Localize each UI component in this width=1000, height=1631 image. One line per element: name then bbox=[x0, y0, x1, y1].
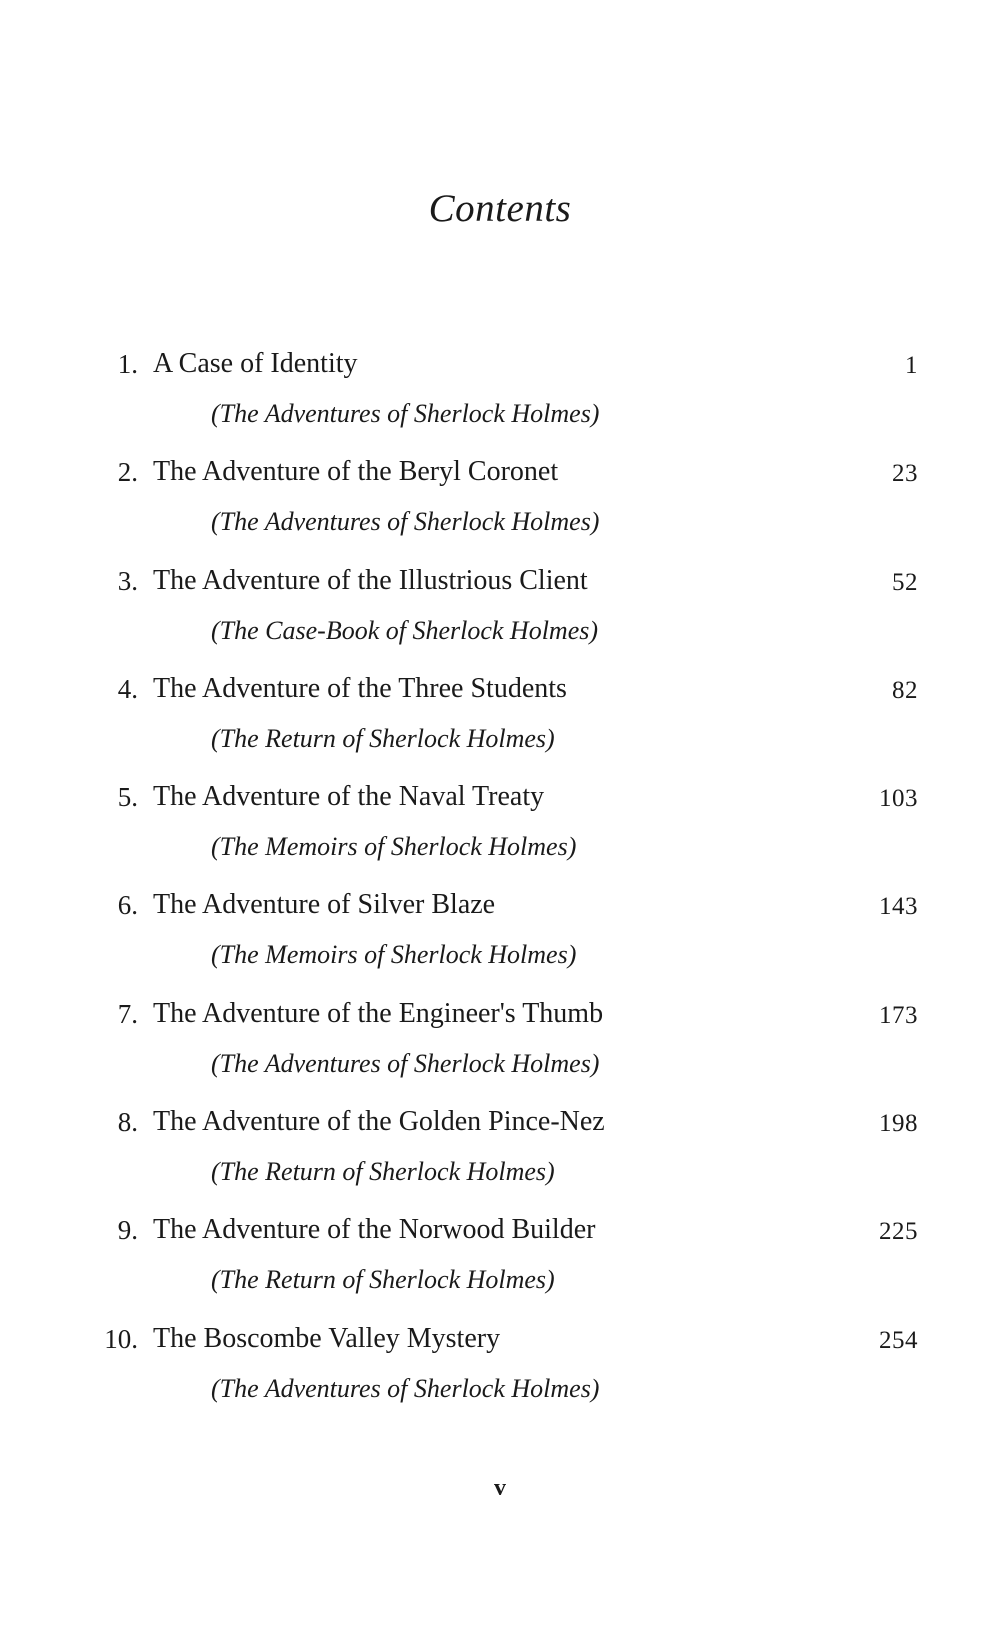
entry-source-collection: (The Case-Book of Sherlock Holmes) bbox=[211, 615, 599, 645]
entry-page-number: 254 bbox=[879, 1326, 918, 1354]
toc-entry[interactable] bbox=[0, 1321, 1000, 1429]
toc-entry[interactable] bbox=[0, 1212, 1000, 1320]
toc-entry[interactable] bbox=[0, 996, 1000, 1104]
entry-title[interactable]: The Adventure of Silver Blaze bbox=[153, 889, 496, 921]
entry-source-collection: (The Adventures of Sherlock Holmes) bbox=[211, 507, 600, 537]
entry-page-number: 143 bbox=[879, 893, 918, 921]
entry-title[interactable]: The Adventure of the Golden Pince-Nez bbox=[153, 1106, 605, 1138]
entry-number: 10. bbox=[104, 1323, 138, 1354]
entry-source-collection: (The Return of Sherlock Holmes) bbox=[211, 723, 555, 753]
entry-page-number: 173 bbox=[879, 1001, 918, 1029]
page-title: Contents bbox=[428, 187, 572, 230]
toc-entry[interactable] bbox=[0, 671, 1000, 779]
entry-number: 5. bbox=[117, 782, 138, 813]
entry-title[interactable]: The Adventure of the Beryl Coronet bbox=[153, 456, 559, 488]
entry-title[interactable]: The Adventure of the Three Students bbox=[153, 672, 567, 704]
entry-page-number: 198 bbox=[879, 1110, 918, 1138]
entry-title[interactable]: The Adventure of the Engineer's Thumb bbox=[153, 997, 604, 1029]
entry-page-number: 103 bbox=[879, 785, 918, 813]
entry-source-collection: (The Memoirs of Sherlock Holmes) bbox=[211, 832, 577, 862]
entry-source-collection: (The Adventures of Sherlock Holmes) bbox=[211, 399, 600, 428]
entry-title[interactable]: The Adventure of the Norwood Builder bbox=[153, 1214, 596, 1246]
entry-number: 3. bbox=[117, 565, 138, 596]
entry-number: 8. bbox=[117, 1107, 138, 1138]
entry-source-collection: (The Memoirs of Sherlock Holmes) bbox=[211, 940, 577, 970]
entry-number: 9. bbox=[117, 1215, 138, 1246]
entry-number: 4. bbox=[117, 673, 138, 704]
entry-source-collection: (The Return of Sherlock Holmes) bbox=[211, 1265, 555, 1295]
toc-entry[interactable] bbox=[0, 1104, 1000, 1212]
toc-entry[interactable] bbox=[0, 779, 1000, 887]
entry-number: 7. bbox=[117, 998, 138, 1029]
entry-title[interactable]: The Boscombe Valley Mystery bbox=[153, 1322, 501, 1354]
entry-page-number: 82 bbox=[892, 676, 918, 704]
entry-source-collection: (The Return of Sherlock Holmes) bbox=[211, 1157, 555, 1187]
entry-page-number: 23 bbox=[892, 460, 918, 488]
toc-entry[interactable] bbox=[0, 346, 1000, 454]
entry-title[interactable]: A Case of Identity bbox=[153, 348, 358, 379]
toc-entry[interactable] bbox=[0, 563, 1000, 671]
toc-entry[interactable] bbox=[0, 454, 1000, 562]
entry-number: 6. bbox=[117, 890, 138, 921]
entry-number: 1. bbox=[117, 349, 138, 379]
table-of-contents bbox=[0, 346, 1000, 1429]
entry-page-number: 225 bbox=[879, 1218, 918, 1246]
toc-entry[interactable] bbox=[0, 887, 1000, 995]
folio-page-number: v bbox=[494, 1475, 506, 1501]
entry-number: 2. bbox=[117, 457, 138, 488]
entry-title[interactable]: The Adventure of the Naval Treaty bbox=[153, 781, 545, 813]
entry-page-number: 52 bbox=[892, 568, 918, 596]
entry-source-collection: (The Adventures of Sherlock Holmes) bbox=[211, 1373, 600, 1403]
entry-title[interactable]: The Adventure of the Illustrious Client bbox=[153, 564, 588, 596]
entry-page-number: 1 bbox=[905, 352, 918, 379]
entry-source-collection: (The Adventures of Sherlock Holmes) bbox=[211, 1048, 600, 1078]
